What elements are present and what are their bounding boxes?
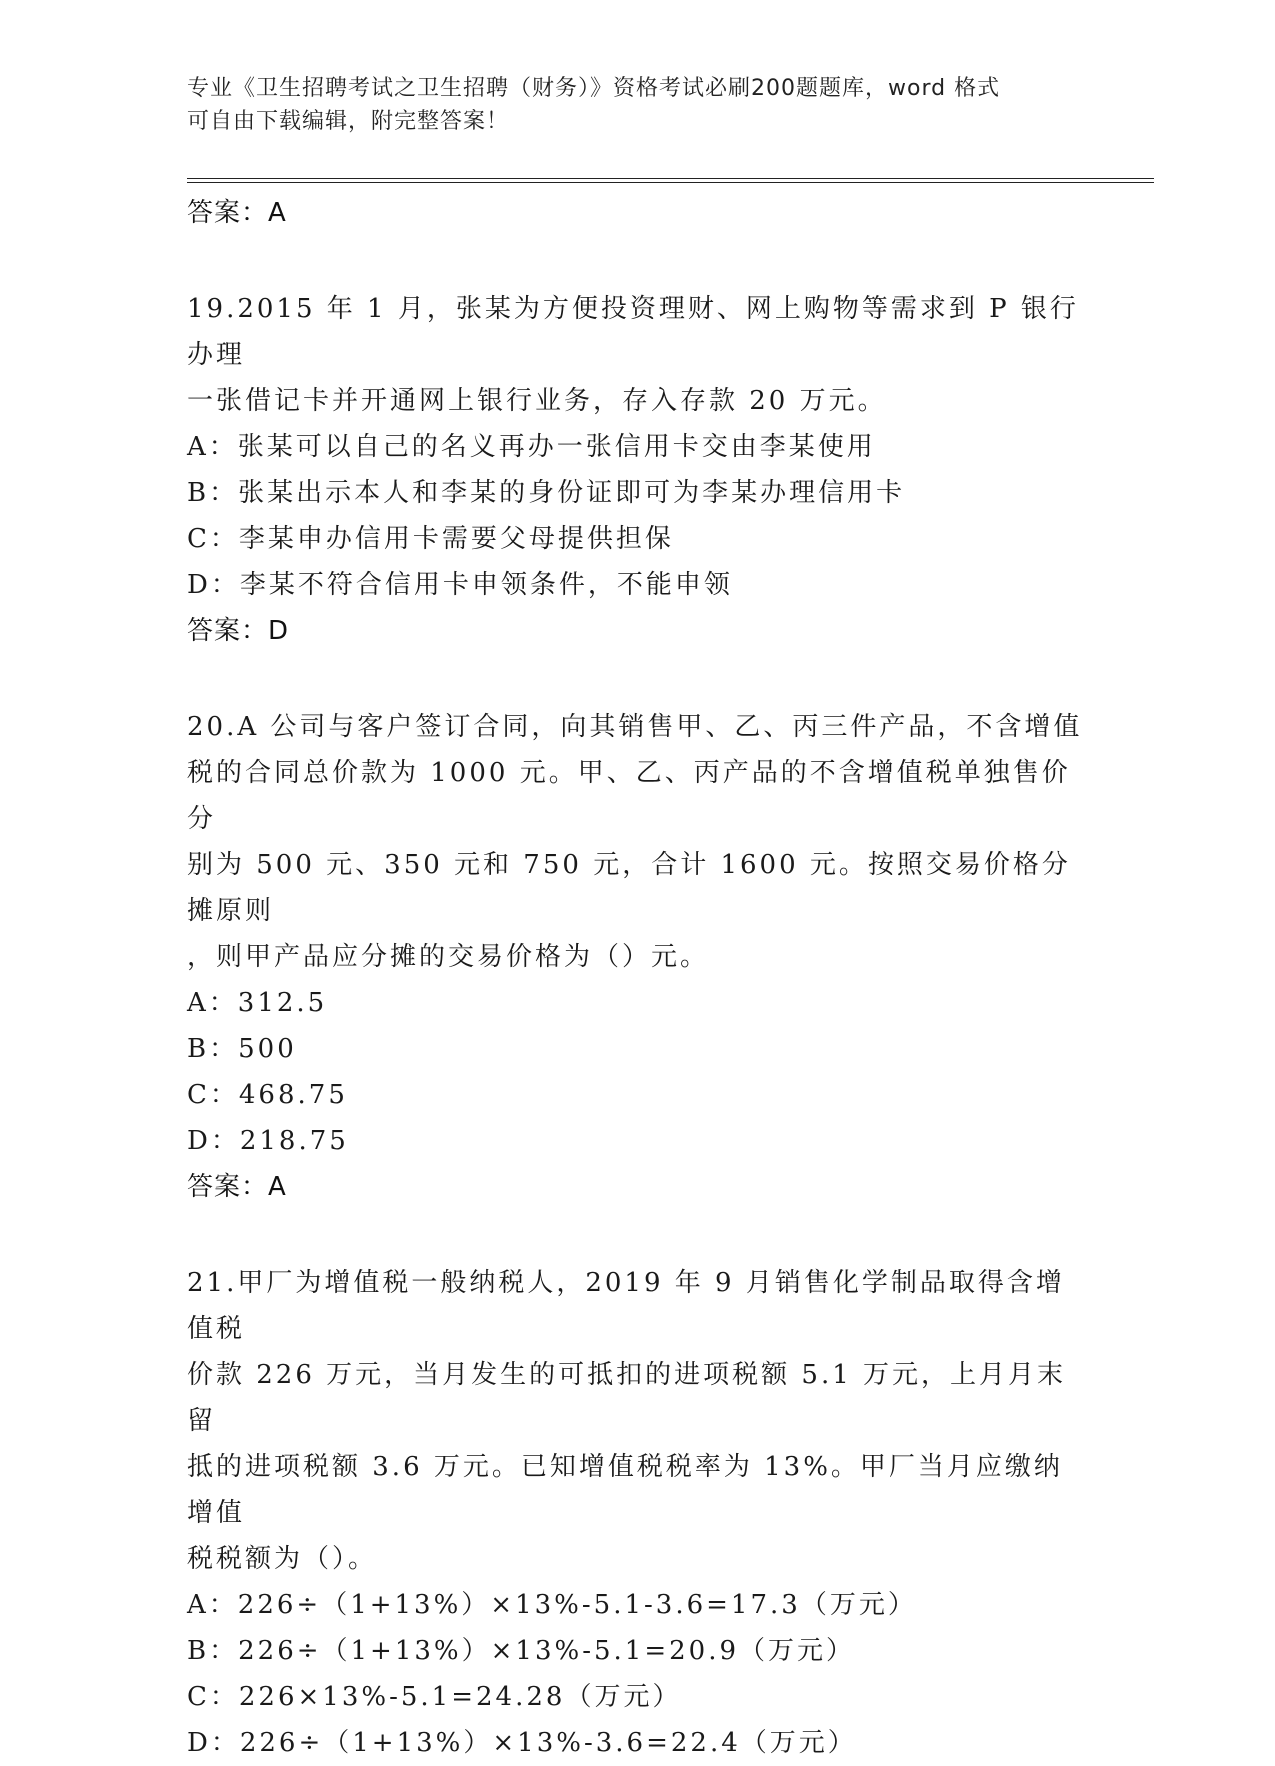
header-divider-bottom bbox=[187, 182, 1154, 183]
question-20 bbox=[187, 704, 1087, 1210]
page-header bbox=[187, 72, 1067, 138]
option-d: D：226÷（1+13%）×13%-3.6=22.4（万元） bbox=[187, 1728, 857, 1758]
question-stem-line: 21.甲厂为增值税一般纳税人，2019 年 9 月销售化学制品取得含增值税 bbox=[187, 1268, 1065, 1344]
previous-answer: 答案：A bbox=[187, 198, 287, 228]
option-a: A：226÷（1+13%）×13%-5.1-3.6=17.3（万元） bbox=[187, 1590, 917, 1620]
question-stem-line: 抵的进项税额 3.6 万元。已知增值税税率为 13%。甲厂当月应缴纳增值 bbox=[187, 1452, 1063, 1528]
question-content bbox=[187, 188, 1087, 1766]
question-stem-line: 税的合同总价款为 1000 元。甲、乙、丙产品的不含增值税单独售价分 bbox=[187, 758, 1071, 834]
question-stem-line: 税税额为（）。 bbox=[187, 1544, 378, 1574]
option-a: A：张某可以自己的名义再办一张信用卡交由李某使用 bbox=[187, 432, 876, 462]
question-answer: 答案：A bbox=[187, 1172, 287, 1202]
header-divider-top bbox=[187, 178, 1154, 179]
question-answer: 答案：D bbox=[187, 616, 290, 646]
question-stem-line: 别为 500 元、350 元和 750 元，合计 1600 元。按照交易价格分摊原则 bbox=[187, 850, 1071, 926]
option-c: C：李某申办信用卡需要父母提供担保 bbox=[187, 524, 674, 554]
question-21 bbox=[187, 1260, 1087, 1766]
option-d: D：218.75 bbox=[187, 1126, 349, 1156]
header-line-2: 可自由下载编辑，附完整答案！ bbox=[187, 109, 510, 134]
question-stem-line: 20.A 公司与客户签订合同，向其销售甲、乙、丙三件产品，不含增值 bbox=[187, 712, 1083, 742]
option-a: A：312.5 bbox=[187, 988, 328, 1018]
question-19 bbox=[187, 286, 1087, 654]
option-d: D：李某不符合信用卡申领条件，不能申领 bbox=[187, 570, 733, 600]
option-b: B：张某出示本人和李某的身份证即可为李某办理信用卡 bbox=[187, 478, 906, 508]
header-line-1: 专业《卫生招聘考试之卫生招聘（财务）》资格考试必刷200题题库，word 格式 bbox=[187, 76, 1001, 101]
option-c: C：468.75 bbox=[187, 1080, 348, 1110]
question-stem-line: 一张借记卡并开通网上银行业务，存入存款 20 万元。 bbox=[187, 386, 887, 416]
question-stem-line: 19.2015 年 1 月，张某为方便投资理财、网上购物等需求到 P 银行办理 bbox=[187, 294, 1079, 370]
question-stem-line: ，则甲产品应分摊的交易价格为（）元。 bbox=[187, 942, 710, 972]
question-stem-line: 价款 226 万元，当月发生的可抵扣的进项税额 5.1 万元，上月月末留 bbox=[187, 1360, 1067, 1436]
option-c: C：226×13%-5.1=24.28（万元） bbox=[187, 1682, 682, 1712]
option-b: B：500 bbox=[187, 1034, 297, 1064]
option-b: B：226÷（1+13%）×13%-5.1=20.9（万元） bbox=[187, 1636, 856, 1666]
